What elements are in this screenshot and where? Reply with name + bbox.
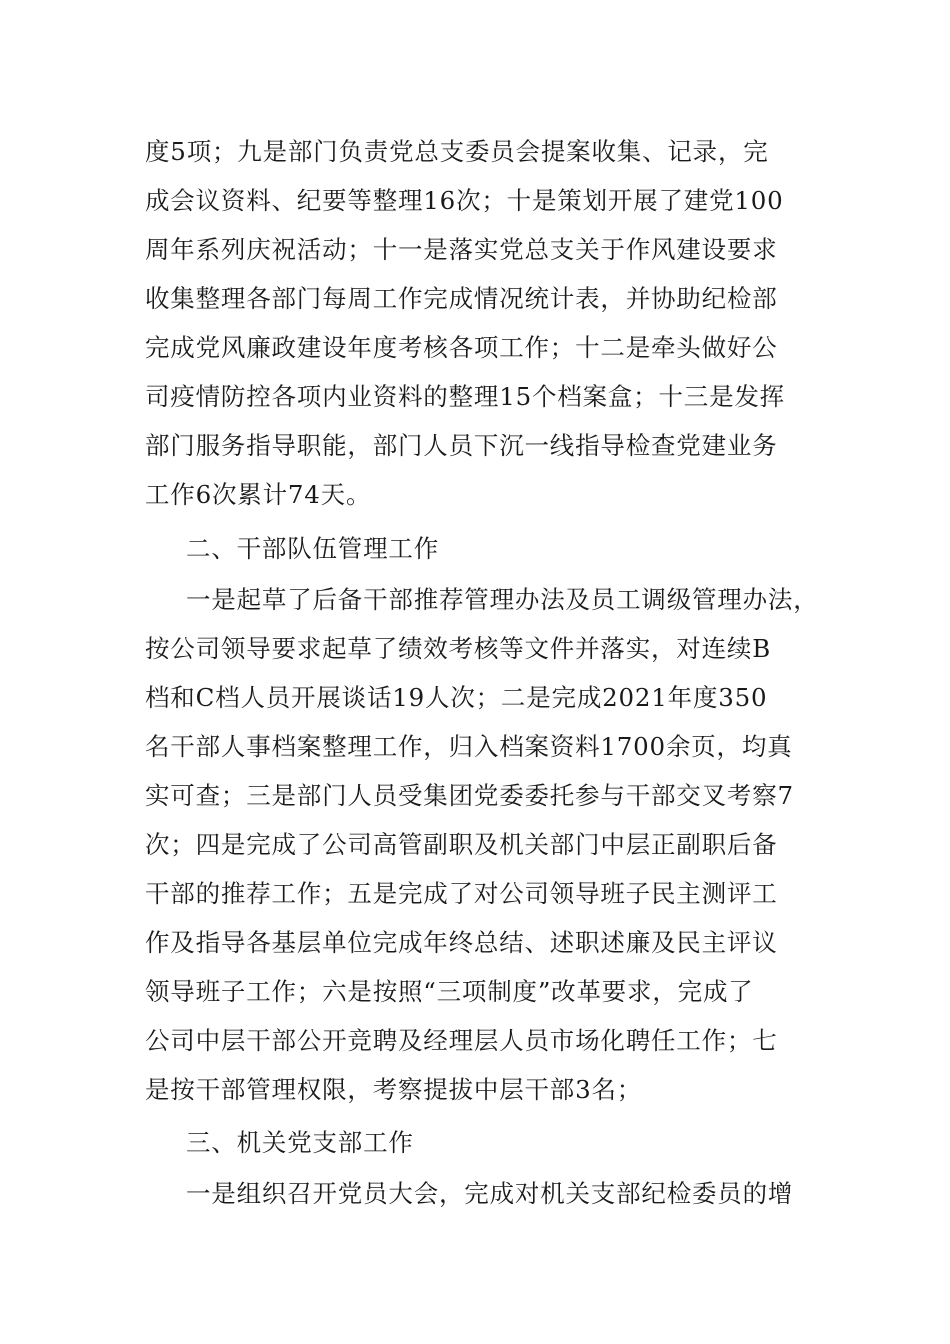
section-heading: 二、干部队伍管理工作 <box>186 534 439 563</box>
text-line: 工作6次累计74天。 <box>145 480 372 509</box>
text-line: 实可查；三是部门人员受集团党委委托参与干部交叉考察7 <box>145 781 794 810</box>
text-line: 领导班子工作；六是按照“三项制度”改革要求，完成了 <box>145 977 754 1006</box>
text-line: 干部的推荐工作；五是完成了对公司领导班子民主测评工 <box>145 879 778 908</box>
text-line: 完成党风廉政建设年度考核各项工作；十二是牵头做好公 <box>145 333 778 362</box>
text-line: 公司中层干部公开竞聘及经理层人员市场化聘任工作；七 <box>145 1026 778 1055</box>
text-line: 部门服务指导职能，部门人员下沉一线指导检查党建业务 <box>145 431 778 460</box>
text-line: 次；四是完成了公司高管副职及机关部门中层正副职后备 <box>145 830 778 859</box>
text-line: 收集整理各部门每周工作完成情况统计表，并协助纪检部 <box>145 284 778 313</box>
section-heading: 三、机关党支部工作 <box>186 1128 414 1157</box>
text-line: 按公司领导要求起草了绩效考核等文件并落实，对连续B <box>145 634 772 663</box>
text-line: 成会议资料、纪要等整理16次；十是策划开展了建党100 <box>145 186 784 215</box>
text-line: 是按干部管理权限，考察提拔中层干部3名； <box>145 1075 643 1104</box>
text-line: 名干部人事档案整理工作，归入档案资料1700余页，均真 <box>145 732 793 761</box>
text-line: 档和C档人员开展谈话19人次；二是完成2021年度350 <box>145 683 768 712</box>
text-line: 度5项；九是部门负责党总支委员会提案收集、记录，完 <box>145 137 769 166</box>
text-line: 司疫情防控各项内业资料的整理15个档案盒；十三是发挥 <box>145 382 785 411</box>
paragraph-first-line: 一是组织召开党员大会，完成对机关支部纪检委员的增 <box>186 1179 794 1208</box>
paragraph-first-line: 一是起草了后备干部推荐管理办法及员工调级管理办法， <box>186 585 819 614</box>
text-line: 作及指导各基层单位完成年终总结、述职述廉及民主评议 <box>145 928 778 957</box>
text-line: 周年系列庆祝活动；十一是落实党总支关于作风建设要求 <box>145 235 778 264</box>
